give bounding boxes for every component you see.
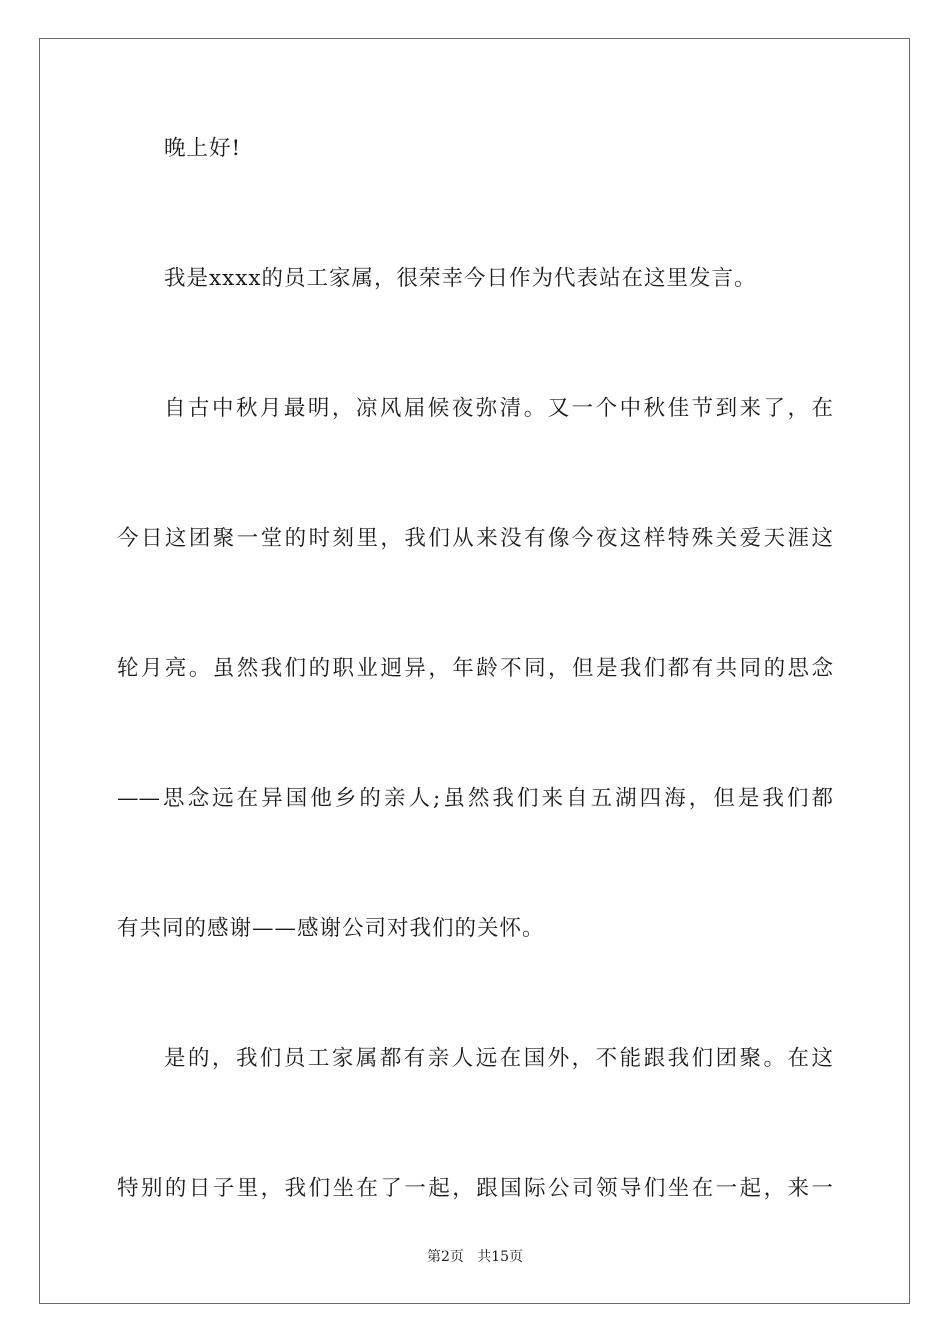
- text-line: 我是xxxx的员工家属，很荣幸今日作为代表站在这里发言。: [164, 266, 757, 291]
- text-line: 自古中秋月最明，凉风届候夜弥清。又一个中秋佳节到来了，在: [164, 396, 833, 421]
- text-line: 特别的日子里，我们坐在了一起，跟国际公司领导们坐在一起，来一: [117, 1176, 833, 1201]
- text-line: 轮月亮。虽然我们的职业迥异，年龄不同，但是我们都有共同的思念: [117, 656, 833, 681]
- text-line: 是的，我们员工家属都有亲人远在国外，不能跟我们团聚。在这: [164, 1046, 833, 1071]
- greeting-line: 晚上好!: [164, 136, 242, 161]
- text-line: 今日这团聚一堂的时刻里，我们从来没有像今夜这样特殊关爱天涯这: [117, 526, 833, 551]
- text-line: ——思念远在异国他乡的亲人;虽然我们来自五湖四海，但是我们都: [117, 786, 833, 811]
- page-number-footer: 第2页 共15页: [426, 1249, 524, 1265]
- text-line: 有共同的感谢——感谢公司对我们的关怀。: [117, 916, 545, 941]
